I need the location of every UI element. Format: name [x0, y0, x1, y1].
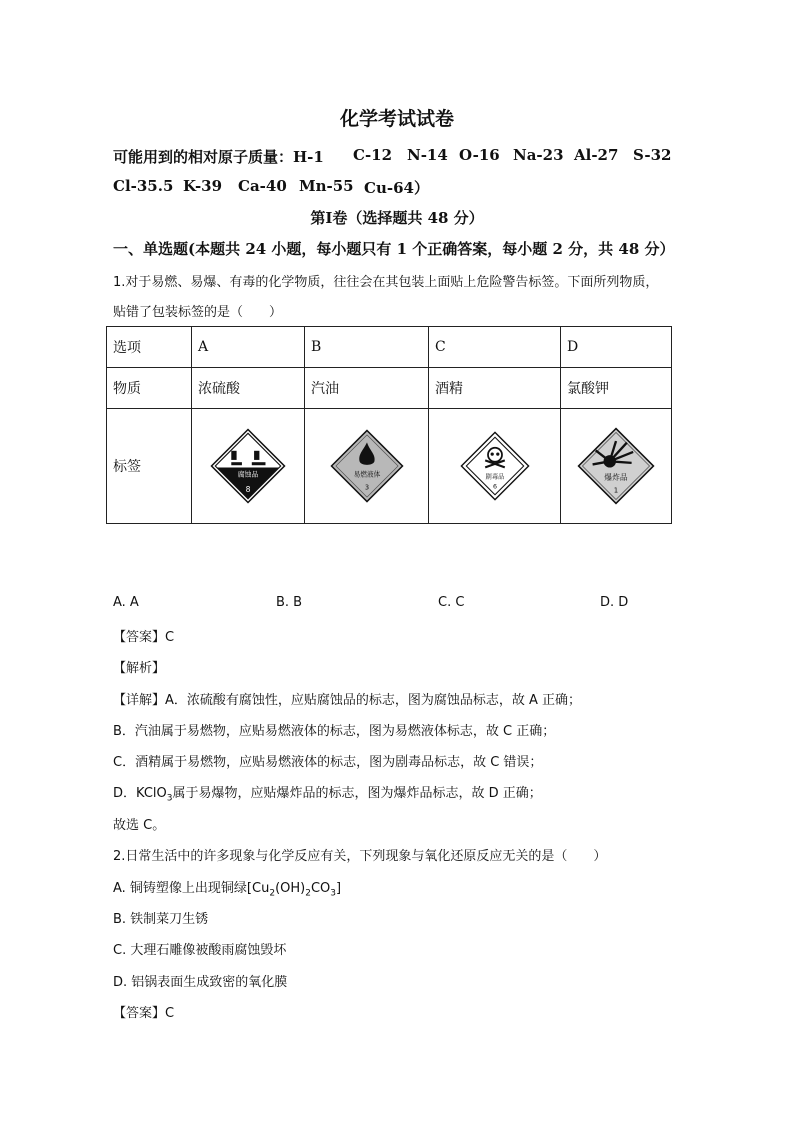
- q1-analysis-heading: 【解析】: [113, 661, 166, 676]
- option-cell: B: [305, 327, 429, 368]
- subscript: 3: [166, 793, 173, 804]
- sign-number: 3: [364, 483, 369, 492]
- option-text: (OH): [275, 881, 306, 896]
- atomic-mass-item: Al-27: [574, 146, 619, 164]
- choice-c: C. C: [438, 595, 465, 610]
- sign-number: 1: [613, 485, 619, 495]
- atomic-mass-item: K-39: [183, 177, 223, 195]
- choice-b: B. B: [276, 595, 303, 610]
- substance-cell: 汽油: [305, 368, 429, 409]
- atomic-mass-item: Na-23: [513, 146, 564, 164]
- table-row: [107, 368, 672, 409]
- label-cell: [192, 409, 305, 524]
- substance-cell: 氯酸钾: [561, 368, 672, 409]
- atomic-mass-item: Cu-64）: [364, 179, 429, 197]
- subscript: 3: [330, 888, 336, 899]
- choice-a: A. A: [113, 595, 139, 610]
- sign-text: 剧毒品: [485, 473, 504, 481]
- subscript: 2: [269, 888, 276, 899]
- substance-cell: 浓硫酸: [192, 368, 305, 409]
- detail-d-text: D．KClO: [113, 786, 167, 801]
- atomic-mass-item: O-16: [459, 146, 500, 164]
- q1-conclusion: 故选 C。: [113, 818, 166, 833]
- option-text: A. 铜铸塑像上出现铜绿[Cu: [113, 881, 270, 896]
- label-cell: [561, 409, 672, 524]
- subscript: 2: [305, 888, 311, 899]
- detail-d-text: 属于易爆物，应贴爆炸品的标志，图为爆炸品标志，故 D 正确；: [172, 786, 542, 801]
- q1-detail-a: 【详解】A．浓硫酸有腐蚀性，应贴腐蚀品的标志，图为腐蚀品标志，故 A 正确；: [113, 693, 582, 708]
- row-label: 标签: [107, 409, 192, 524]
- q2-answer: 【答案】C: [113, 1006, 175, 1021]
- atomic-mass-item: Ca-40: [238, 177, 287, 195]
- sign-text: 爆炸品: [604, 473, 628, 483]
- option-text: CO: [310, 881, 331, 896]
- question-1-stem-line-1: 1.对于易燃、易爆、有毒的化学物质，往往会在其包装上面贴上危险警告标签。下面所列物质，: [113, 275, 659, 290]
- page-title: 化学考试试卷: [339, 108, 454, 130]
- q2-option-b: B. 铁制菜刀生锈: [113, 912, 209, 927]
- table-row: [107, 327, 672, 368]
- option-cell: C: [429, 327, 561, 368]
- atomic-mass-item: S-32: [633, 146, 672, 164]
- volume-title: 第Ⅰ卷（选择题共 48 分）: [310, 209, 484, 227]
- q2-option-c: C. 大理石雕像被酸雨腐蚀毁坏: [113, 943, 287, 958]
- option-cell: D: [561, 327, 672, 368]
- corrosive-diamond-icon: [210, 428, 286, 504]
- flammable-liquid-diamond-icon: [330, 429, 404, 503]
- table-row: [107, 409, 672, 524]
- choice-d: D. D: [600, 595, 629, 610]
- sign-text: 易燃液体: [353, 470, 380, 479]
- label-cell: [429, 409, 561, 524]
- atomic-mass-item: Mn-55: [299, 177, 354, 195]
- question-2-stem: 2.日常生活中的许多现象与化学反应有关，下列现象与氧化还原反应无关的是（ ）: [113, 849, 607, 864]
- q2-option-d: D. 铝锅表面生成致密的氧化膜: [113, 975, 288, 990]
- question-1-stem-line-2: 贴错了包装标签的是（ ）: [113, 305, 283, 320]
- toxic-diamond-icon: [460, 431, 530, 501]
- option-text: ]: [336, 881, 342, 896]
- q1-detail-b: B．汽油属于易燃物，应贴易燃液体的标志，图为易燃液体标志，故 C 正确；: [113, 724, 556, 739]
- explosive-diamond-icon: [577, 427, 655, 505]
- option-cell: A: [192, 327, 305, 368]
- q2-option-a: [113, 877, 341, 899]
- section-title: 一、单选题(本题共 24 小题，每小题只有 1 个正确答案，每小题 2 分，共 48 分）: [113, 240, 675, 258]
- substance-cell: 酒精: [429, 368, 561, 409]
- sign-number: 8: [245, 484, 251, 494]
- row-label: 物质: [107, 368, 192, 409]
- question-1-table: [106, 326, 672, 524]
- q1-detail-d: [113, 782, 542, 804]
- atomic-mass-item: N-14: [407, 146, 448, 164]
- atomic-mass-item: C-12: [353, 146, 393, 164]
- label-cell: [305, 409, 429, 524]
- atomic-mass-intro: 可能用到的相对原子质量：H-1: [113, 148, 324, 166]
- sign-number: 6: [492, 483, 497, 491]
- row-label: 选项: [107, 327, 192, 368]
- atomic-mass-item: Cl-35.5: [113, 177, 174, 195]
- q1-detail-c: C．酒精属于易燃物，应贴易燃液体的标志，图为剧毒品标志，故 C 错误；: [113, 755, 543, 770]
- q1-answer: 【答案】C: [113, 630, 175, 645]
- sign-text: 腐蚀品: [237, 470, 259, 479]
